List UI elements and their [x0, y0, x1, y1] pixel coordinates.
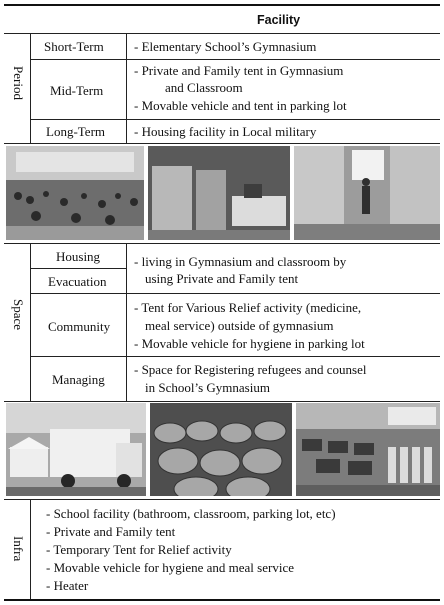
row-name-housing: Housing	[56, 249, 101, 264]
row-item: - Housing facility in Local military	[134, 124, 317, 139]
space-label: Space	[11, 299, 26, 331]
space-col-divider	[30, 243, 31, 401]
period-col-divider	[30, 33, 31, 143]
header-title: Facility	[257, 13, 301, 27]
row-name-community: Community	[48, 319, 111, 334]
row-item: - Space for Registering refugees and counsel	[134, 362, 367, 377]
relief-vehicle-image	[6, 403, 146, 496]
row-item: - Tent for Various Relief activity (medicine,	[134, 300, 362, 315]
infra-item: - Movable vehicle for hygiene and meal service	[46, 560, 294, 575]
row-item: using Private and Family tent	[145, 271, 299, 286]
infra-item: - Heater	[46, 578, 89, 593]
family-tents-photo	[150, 403, 292, 496]
row-item: - living in Gymnasium and classroom by	[134, 254, 347, 269]
top-rule	[4, 4, 440, 6]
photos-1-bottom-divider	[4, 243, 440, 244]
row-item: - Movable vehicle and tent in parking lot	[134, 98, 347, 113]
classroom-tent-photo	[148, 146, 290, 240]
tent-corridor-image	[294, 146, 440, 240]
space-bottom-divider	[4, 401, 440, 402]
photos-2-bottom-divider	[4, 499, 440, 500]
infra-item: - School facility (bathroom, classroom, parking lot, etc)	[46, 506, 336, 521]
space-row-divider	[30, 293, 440, 294]
row-item: in School’s Gymnasium	[145, 380, 270, 395]
relief-vehicle-photo	[6, 403, 146, 496]
housing-evacuation-divider	[30, 268, 126, 269]
row-item: - Private and Family tent in Gymnasium	[134, 63, 344, 78]
period-bottom-divider	[4, 143, 440, 144]
row-item: and Classroom	[165, 80, 243, 95]
infra-label: Infra	[11, 536, 26, 562]
row-name-evacuation: Evacuation	[48, 274, 107, 289]
gymnasium-crowd-image	[6, 146, 144, 240]
infra-item: - Temporary Tent for Relief activity	[46, 542, 232, 557]
period-row-divider	[30, 119, 440, 120]
classroom-supplies-photo	[296, 403, 440, 496]
row-item: - Movable vehicle for hygiene in parking lot	[134, 336, 365, 351]
facility-table	[4, 4, 440, 601]
period-row-divider	[30, 59, 440, 60]
row-name-managing: Managing	[52, 372, 105, 387]
period-name-divider	[126, 33, 127, 143]
space-row-divider	[30, 356, 440, 357]
row-name-mid-term: Mid-Term	[50, 83, 104, 98]
row-name-long-term: Long-Term	[46, 124, 106, 139]
family-tents-image	[150, 403, 292, 496]
row-item: meal service) outside of gymnasium	[145, 318, 334, 333]
bottom-rule	[4, 599, 440, 601]
period-label: Period	[11, 66, 26, 100]
classroom-supplies-image	[296, 403, 440, 496]
header-divider	[4, 33, 440, 34]
classroom-tent-image	[148, 146, 290, 240]
row-item: - Elementary School’s Gymnasium	[134, 39, 317, 54]
gymnasium-crowd-photo	[6, 146, 144, 240]
infra-item: - Private and Family tent	[46, 524, 176, 539]
row-name-short-term: Short-Term	[44, 39, 104, 54]
infra-col-divider	[30, 499, 31, 599]
tent-corridor-photo	[294, 146, 440, 240]
space-name-divider	[126, 243, 127, 401]
